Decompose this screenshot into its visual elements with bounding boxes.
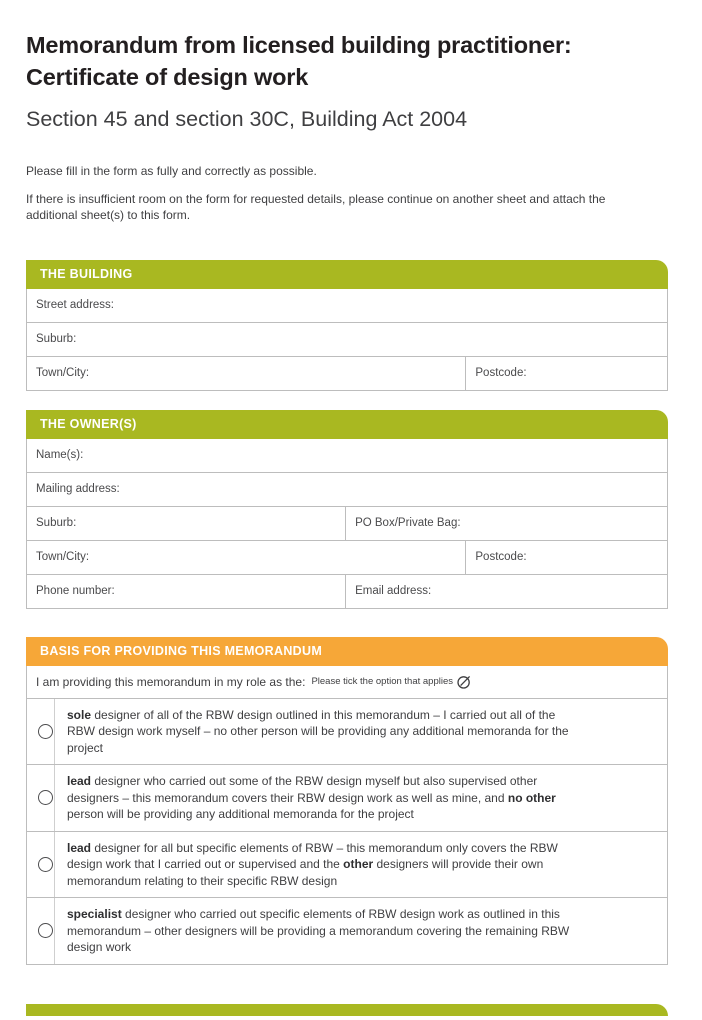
option-row-lead-partial (27, 832, 667, 899)
radio-cell (27, 765, 55, 831)
field-town-city[interactable] (27, 541, 465, 574)
section-owners-rows (26, 439, 668, 609)
field-town-city[interactable] (27, 357, 465, 390)
radio-option-lead-partial[interactable] (38, 857, 53, 872)
basis-intro-row (27, 666, 667, 699)
section-building-rows (26, 289, 668, 391)
field-label: Phone number: (36, 585, 115, 597)
field-postcode[interactable] (465, 357, 667, 390)
radio-cell (27, 832, 55, 898)
section-header-building: THE BUILDING (26, 260, 668, 289)
radio-cell (27, 699, 55, 765)
field-email-address[interactable] (345, 575, 667, 608)
field-street-address[interactable] (27, 289, 667, 322)
form-row (27, 289, 667, 323)
field-name-s[interactable] (27, 439, 667, 472)
section-basis-rows (26, 666, 668, 965)
page-title (26, 29, 668, 93)
field-phone-number[interactable] (27, 575, 345, 608)
basis-options (27, 699, 667, 965)
form-row (27, 473, 667, 507)
form-row (27, 439, 667, 473)
field-label: Street address: (36, 299, 114, 311)
tick-pen-circle-icon (457, 675, 471, 689)
option-text-specialist: specialist designer who carried out specific elements of RBW design work as outlined in this memorandum – other designers will be providing a memorandum covering the remaining RBW design work (67, 907, 570, 954)
field-label: Town/City: (36, 367, 90, 379)
option-text-lead-supervising: lead designer who carried out some of the RBW design myself but also supervised other designers – this memorandum covers their RBW design work as well as mine, and no other person will be providing any additional memoranda for the project (67, 774, 556, 821)
section-header-basis: BASIS FOR PROVIDING THIS MEMORANDUM (26, 637, 668, 666)
radio-option-specialist[interactable] (38, 923, 53, 938)
field-label: Suburb: (36, 333, 77, 345)
basis-intro-note: Please tick the option that applies (311, 676, 453, 687)
intro-paragraph-2: If there is insufficient room on the form for requested details, please continue on another sheet and attach the additional sheet(s) to this form. (26, 191, 606, 222)
intro-paragraph-1: Please fill in the form as fully and correctly as possible. (26, 164, 317, 178)
page-title-line2: Certificate of design work (26, 64, 309, 90)
field-label: Email address: (355, 585, 432, 597)
form-row (27, 541, 667, 575)
form-row (27, 575, 667, 609)
field-postcode[interactable] (465, 541, 667, 574)
section-basis (26, 637, 668, 965)
next-section-header-partial (26, 1004, 668, 1016)
field-label: Town/City: (36, 551, 90, 563)
field-label: Mailing address: (36, 483, 120, 495)
form-row (27, 507, 667, 541)
page-title-line1: Memorandum from licensed building practitioner: (26, 32, 572, 58)
form-row (27, 357, 667, 391)
radio-option-lead-supervising[interactable] (38, 790, 53, 805)
field-label: Postcode: (475, 551, 527, 563)
section-owners (26, 410, 668, 609)
section-header-owners: THE OWNER(S) (26, 410, 668, 439)
field-label: PO Box/Private Bag: (355, 517, 461, 529)
form-row (27, 323, 667, 357)
field-label: Postcode: (475, 367, 527, 379)
option-text-lead-partial: lead designer for all but specific elements of RBW – this memorandum only covers the RBW design work that I carried out or supervised and the other designers will provide their own memorandum relating to their specific RBW design (67, 840, 558, 888)
radio-option-sole[interactable] (38, 724, 53, 739)
field-mailing-address[interactable] (27, 473, 667, 506)
option-text-sole: sole designer of all of the RBW design outlined in this memorandum – I carried out all of the RBW design work myself – no other person will be providing any additional memoranda for the project (67, 707, 569, 755)
field-suburb[interactable] (27, 323, 667, 356)
field-po-box-private-bag[interactable] (345, 507, 667, 540)
option-row-specialist (27, 898, 667, 965)
field-label: Suburb: (36, 517, 77, 529)
section-building (26, 260, 668, 391)
radio-cell (27, 898, 55, 964)
basis-intro-text: I am providing this memorandum in my role as the: (36, 674, 306, 689)
page-subtitle: Section 45 and section 30C, Building Act 2004 (26, 107, 468, 131)
option-row-sole (27, 699, 667, 766)
option-row-lead-supervising (27, 765, 667, 832)
field-label: Name(s): (36, 449, 84, 461)
field-suburb[interactable] (27, 507, 345, 540)
